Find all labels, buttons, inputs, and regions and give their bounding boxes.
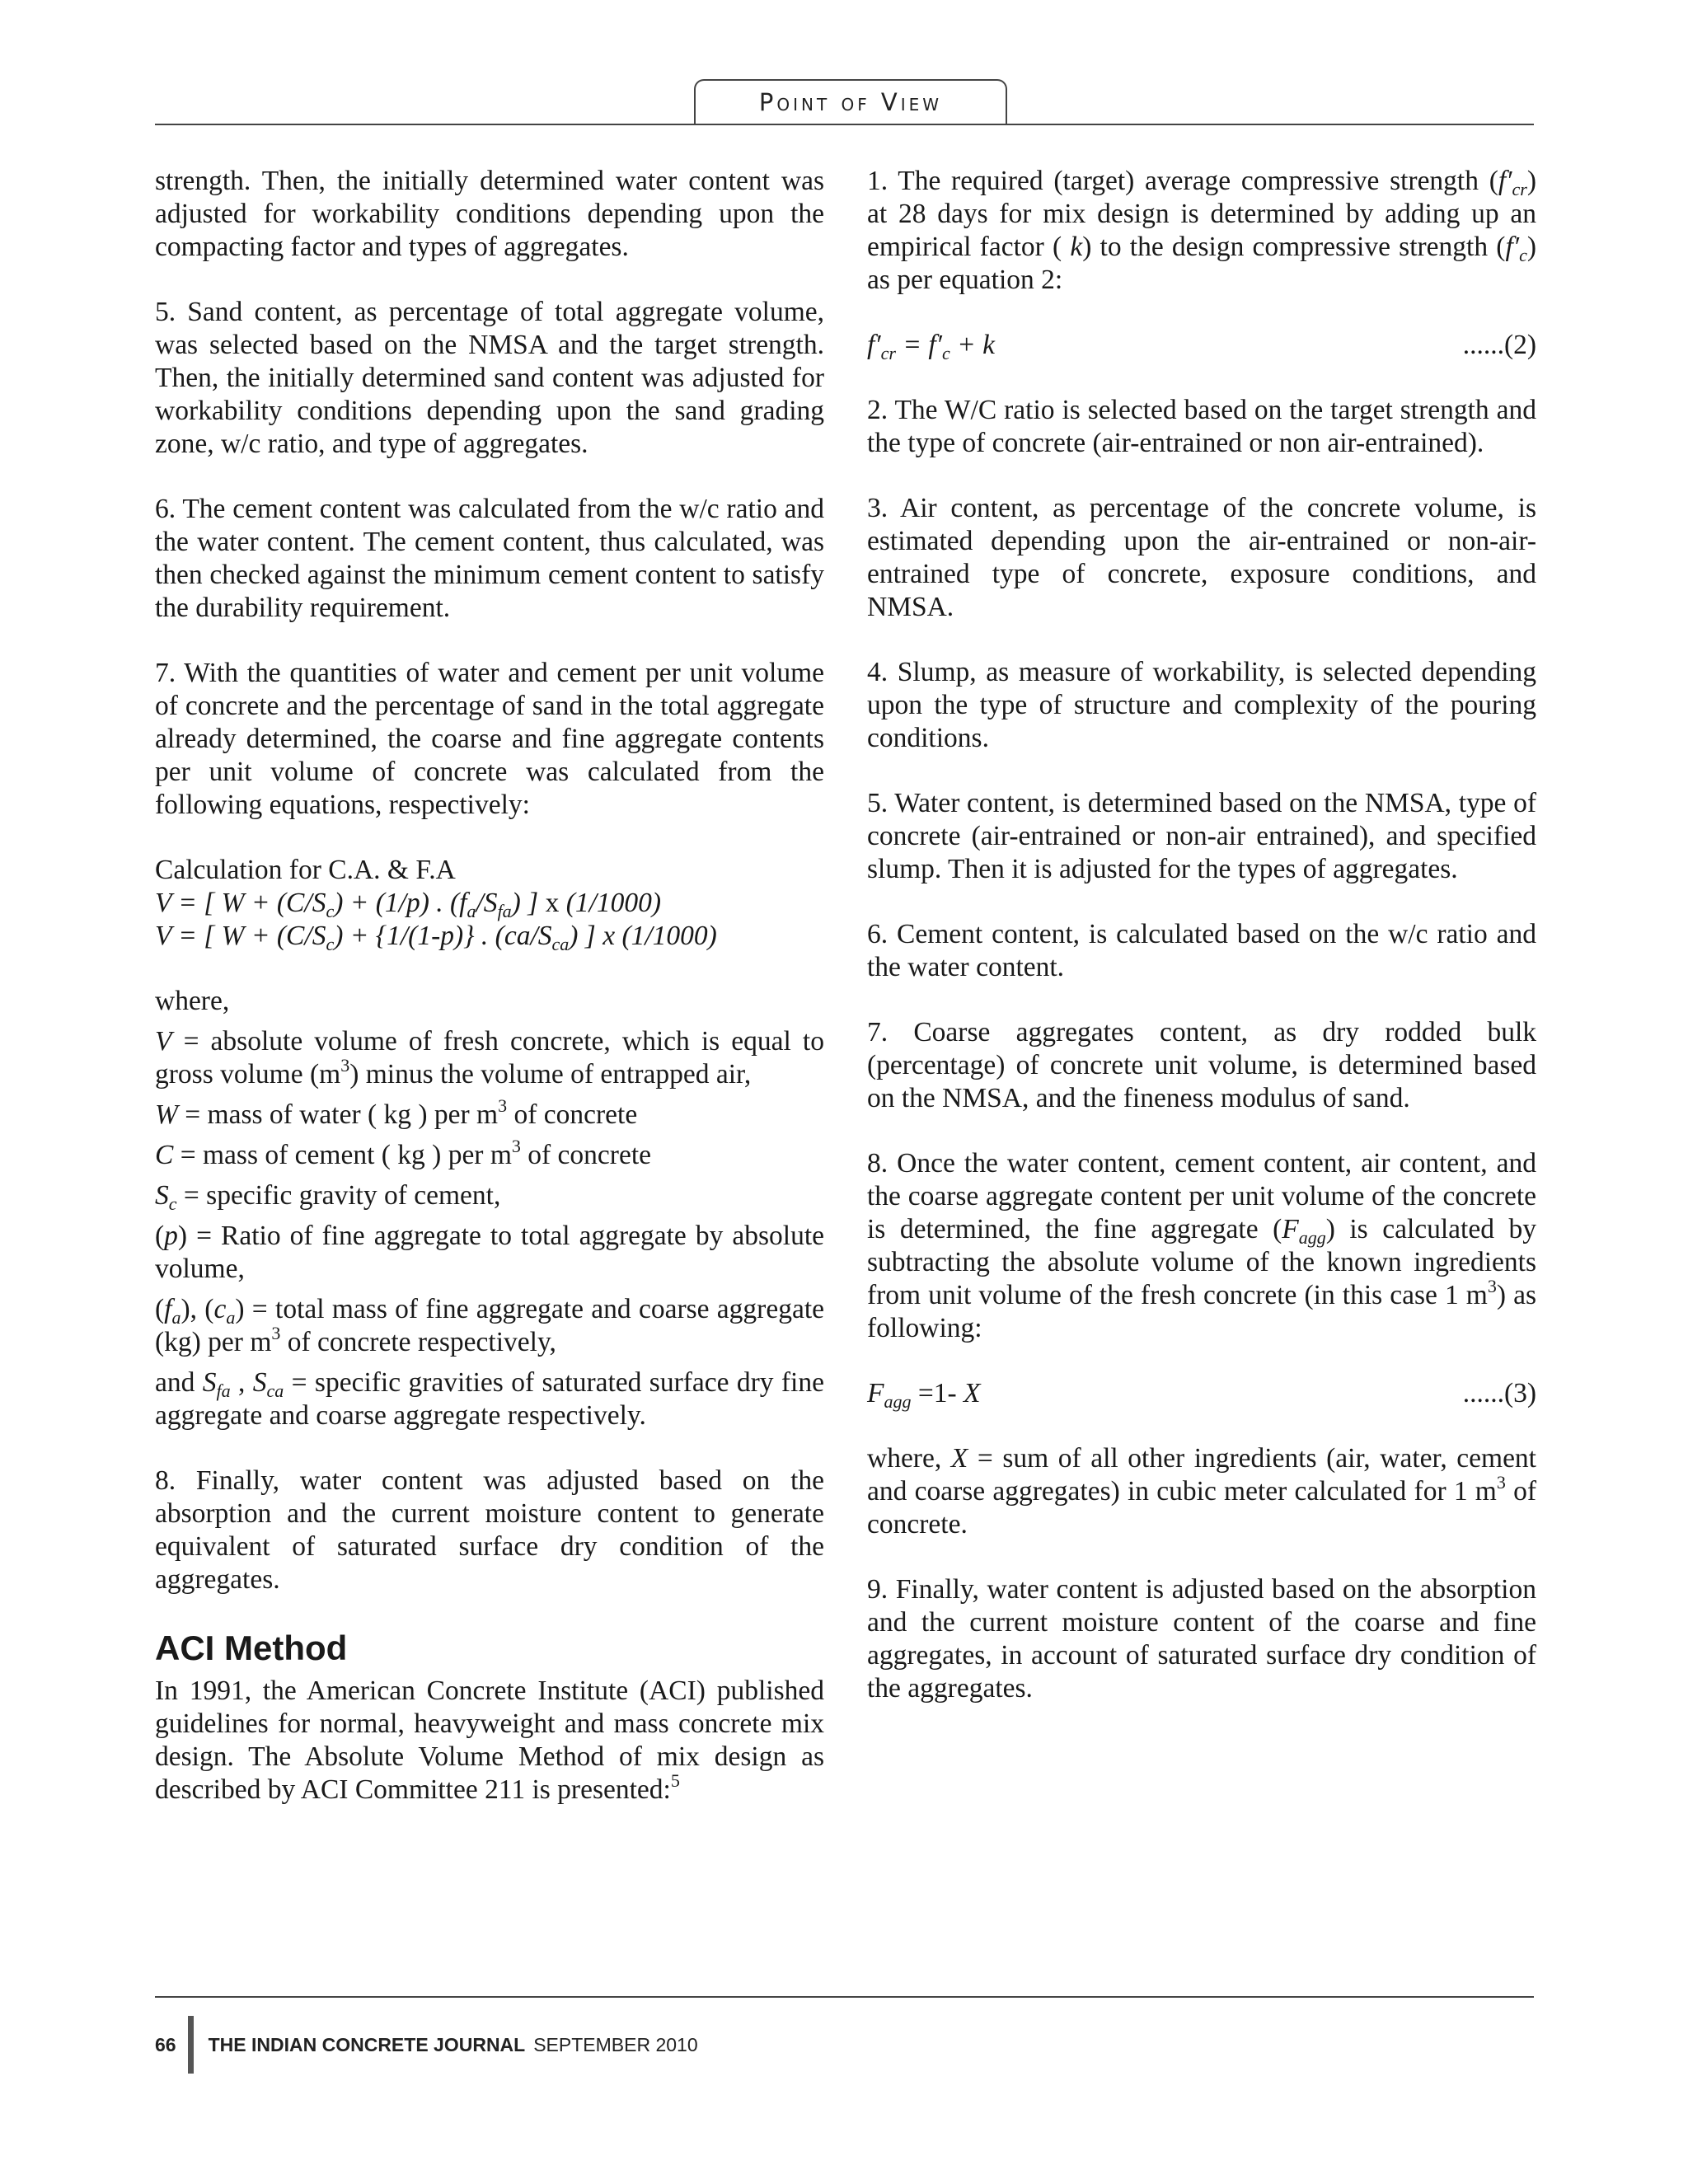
- definition-sc: $S_c$ = specific gravity of cement,: [155, 1180, 501, 1214]
- paragraph-6-cement: 6. The cement content was calculated from the w/c ratio and the water content. The cement content, thus calculated, was then checked against the minimum cement content to satisfy the durability requirement.: [155, 494, 824, 623]
- equation-2: [867, 329, 1536, 362]
- paragraph-8-fine-aggregate: 8. Once the water content, cement content, air content, and the coarse aggregate content per unit volume of the concrete is determined, the fine aggregate $(F_{agg})$ is calculated by subtracting the absolute volume of the known ingredients from unit volume of the fresh concrete (in this case 1 $m^3$) as following:: [867, 1148, 1536, 1343]
- journal-title: THE INDIAN CONCRETE JOURNAL: [208, 2033, 526, 2055]
- paragraph-5-water-content: 5. Water content, is determined based on the NMSA, type of concrete (air-entrained or non-air entrained), and specified slump. Then it is adjusted for the types of aggregates.: [867, 788, 1536, 884]
- formula-fine-aggregate: V = [ $W + (C/S_c) + (1/p)$ . $(f_a/S_{fa})$ ] x (1/1000): [155, 888, 662, 921]
- equation-3: [867, 1377, 1536, 1410]
- definition-c: C = mass of cement ( kg ) per $m^3$ of concrete: [155, 1136, 652, 1170]
- paragraph-where-x: where, X = sum of all other ingredients (air, water, cement and coarse aggregates) in cubic meter calculated for 1 $m^3$ of concrete.: [867, 1443, 1537, 1540]
- reference-superscript: 5: [670, 1770, 680, 1791]
- definition-v: V = absolute volume of fresh concrete, which is equal to gross volume $(m^3)$ minus the volume of entrapped air,: [155, 1026, 824, 1090]
- calc-heading: Calculation for C.A. & F.A: [155, 855, 456, 885]
- paragraph-5-sand: 5. Sand content, as percentage of total aggregate volume, was selected based on the NMSA and the target strength. Then, the initially determined sand content was adjusted for workability conditions depending upon the sand grading zone, w/c ratio, and type of aggregates.: [155, 297, 824, 459]
- right-column: [867, 165, 1536, 1737]
- header-rule: [155, 124, 1534, 125]
- left-column: [155, 165, 824, 1839]
- paragraph-3-air-content: 3. Air content, as percentage of the concrete volume, is estimated depending upon the air-entrained or non-air-entrained type of concrete, exposure conditions, and NMSA.: [867, 493, 1536, 622]
- paragraph-strength: strength. Then, the initially determined water content was adjusted for workability conditions depending upon the compacting factor and types of aggregates.: [155, 166, 824, 262]
- definition-sfa-sca: and $S_{fa}$ , $S_{ca}$ = specific gravities of saturated surface dry fine aggregate and coarse aggregate respectively.: [155, 1367, 824, 1431]
- issue-date: SEPTEMBER 2010: [533, 2033, 698, 2055]
- paragraph-4-slump: 4. Slump, as measure of workability, is selected depending upon the type of structure and complexity of the pouring conditions.: [867, 657, 1536, 753]
- equation-2-number: ......(2): [1462, 330, 1536, 360]
- definition-fa-ca: $(f_a)$, $(c_a)$ = total mass of fine aggregate and coarse aggregate (kg) per $m^3$ of concrete respectively,: [155, 1294, 825, 1357]
- paragraph-7-quantities: 7. With the quantities of water and cement per unit volume of concrete and the percentage of sand in the total aggregate already determined, the coarse and fine aggregate contents per unit volume of concrete was calculated from the following equations, respectively:: [155, 658, 824, 820]
- definition-p: (p) = Ratio of fine aggregate to total aggregate by absolute volume,: [155, 1221, 824, 1284]
- paragraph-9-final: 9. Finally, water content is adjusted based on the absorption and the current moisture content of the coarse and fine aggregates, in account of saturated surface dry condition of the aggregates.: [867, 1574, 1536, 1704]
- definition-w: W = mass of water ( kg ) per $m^3$ of concrete: [155, 1095, 638, 1130]
- paragraph-8-final: 8. Finally, water content was adjusted based on the absorption and the current moisture content to generate equivalent of saturated surface dry condition of the aggregates.: [155, 1465, 824, 1595]
- where-label: where,: [155, 986, 230, 1016]
- section-heading-aci-method: ACI Method: [155, 1629, 348, 1667]
- equation-3-expression: $F_{agg} =1-$ X: [867, 1378, 981, 1412]
- paragraph-2-wc-ratio: 2. The W/C ratio is selected based on the target strength and the type of concrete (air-entrained or non air-entrained).: [867, 395, 1536, 458]
- footer: [155, 2016, 698, 2074]
- paragraph-aci-intro: In 1991, the American Concrete Institute (ACI) published guidelines for normal, heavyweight and mass concrete mix design. The Absolute Volume Method of mix design as described by ACI Committee 211 is presented:$^5$: [155, 1675, 824, 1805]
- equation-3-number: ......(3): [1462, 1378, 1536, 1408]
- footer-divider-bar: [188, 2016, 194, 2074]
- formula-coarse-aggregate: V = [ $W + (C/S_c) + \{1/(1-p)\}$ . $(ca/S_{ca})$ ] x (1/1000): [155, 921, 717, 954]
- paragraph-7-coarse-aggregates: 7. Coarse aggregates content, as dry rodded bulk (percentage) of concrete unit volume, is determined based on the NMSA, and the fineness modulus of sand.: [867, 1017, 1536, 1113]
- paragraph-6-cement-content: 6. Cement content, is calculated based on the w/c ratio and the water content.: [867, 919, 1536, 982]
- section-label: Point of View: [758, 88, 943, 116]
- equation-2-expression: $f'_{cr} = f'_c + k$: [867, 330, 995, 363]
- paragraph-1-target-strength: 1. The required (target) average compressive strength $(f'_{cr})$ at 28 days for mix design is determined by adding up an empirical factor ( k) to the design compressive strength $(f'_c)$ as per equation 2:: [867, 166, 1536, 295]
- section-label-tab: [694, 79, 1007, 124]
- footer-rule: [155, 1996, 1534, 1998]
- page-number: 66: [155, 2033, 176, 2055]
